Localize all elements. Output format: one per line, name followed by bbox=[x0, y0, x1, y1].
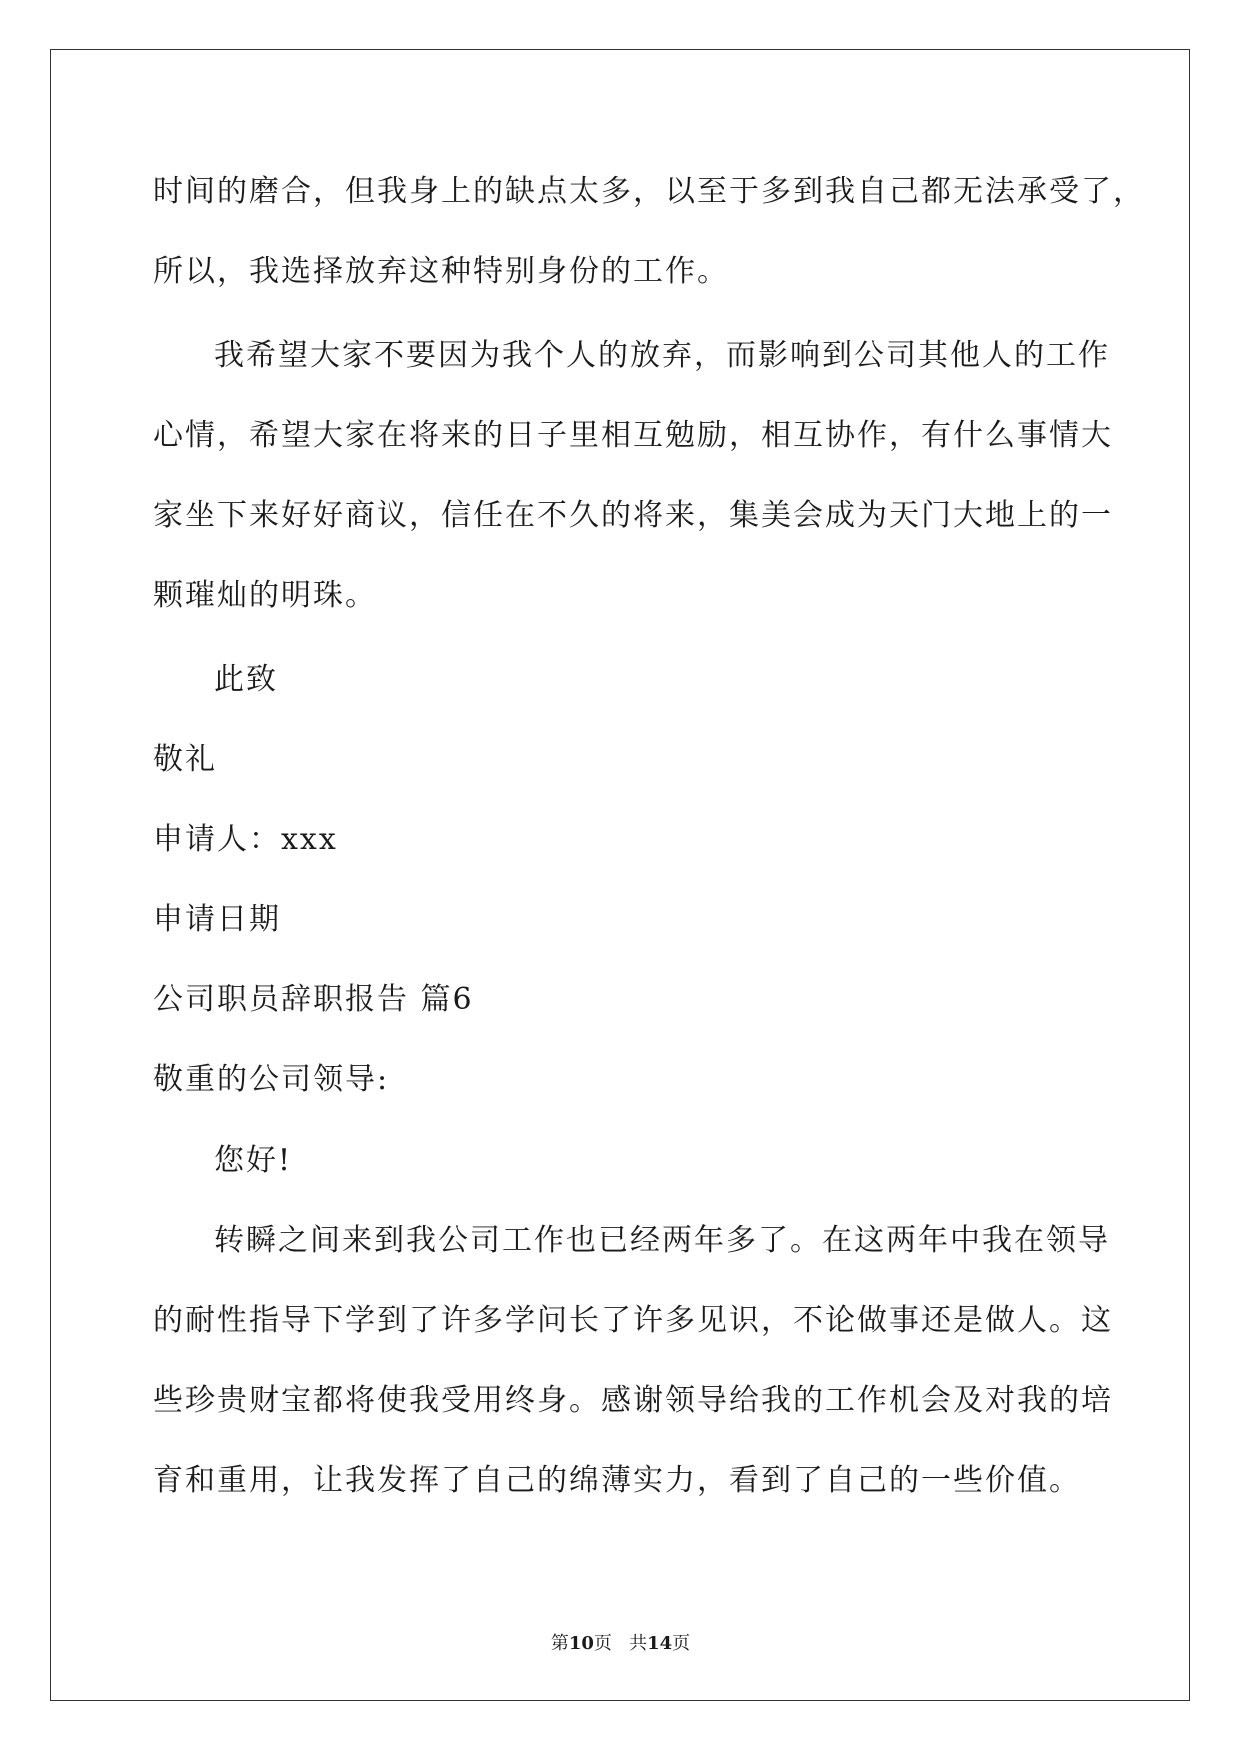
body-line: 我希望大家不要因为我个人的放弃，而影响到公司其他人的工作 bbox=[214, 338, 1110, 373]
body-line: 家坐下来好好商议，信任在不久的将来，集美会成为天门大地上的一 bbox=[153, 498, 1113, 533]
body-line: 育和重用，让我发挥了自己的绵薄实力，看到了自己的一些价值。 bbox=[153, 1463, 1081, 1498]
body-line: 些珍贵财宝都将使我受用终身。感谢领导给我的工作机会及对我的培 bbox=[153, 1383, 1113, 1418]
greeting-recipient: 敬重的公司领导: bbox=[153, 1062, 390, 1097]
body-line: 颗璀灿的明珠。 bbox=[153, 578, 377, 613]
closing-respect: 敬礼 bbox=[153, 742, 217, 777]
footer-total-suffix: 页 bbox=[672, 1633, 691, 1654]
section-title: 公司职员辞职报告 篇6 bbox=[153, 982, 474, 1017]
body-line: 转瞬之间来到我公司工作也已经两年多了。在这两年中我在领导 bbox=[214, 1223, 1110, 1258]
current-page-number: 10 bbox=[568, 1633, 594, 1654]
page-number-footer bbox=[0, 1632, 1241, 1656]
body-line: 心情，希望大家在将来的日子里相互勉励，相互协作，有什么事情大 bbox=[153, 418, 1113, 453]
date-line: 申请日期 bbox=[153, 902, 281, 937]
greeting: 您好! bbox=[214, 1143, 293, 1178]
closing-salutation: 此致 bbox=[214, 662, 278, 697]
body-line: 时间的磨合，但我身上的缺点太多，以至于多到我自己都无法承受了， bbox=[153, 174, 1145, 209]
body-line: 的耐性指导下学到了许多学问长了许多见识，不论做事还是做人。这 bbox=[153, 1303, 1113, 1338]
page-border bbox=[50, 49, 1190, 1701]
body-line: 所以，我选择放弃这种特别身份的工作。 bbox=[153, 254, 729, 289]
footer-page-word: 页 bbox=[593, 1633, 612, 1654]
total-pages-number: 14 bbox=[647, 1633, 673, 1654]
applicant-line: 申请人：xxx bbox=[153, 822, 338, 857]
footer-total-prefix: 共 bbox=[629, 1633, 648, 1654]
footer-prefix: 第 bbox=[550, 1633, 569, 1654]
